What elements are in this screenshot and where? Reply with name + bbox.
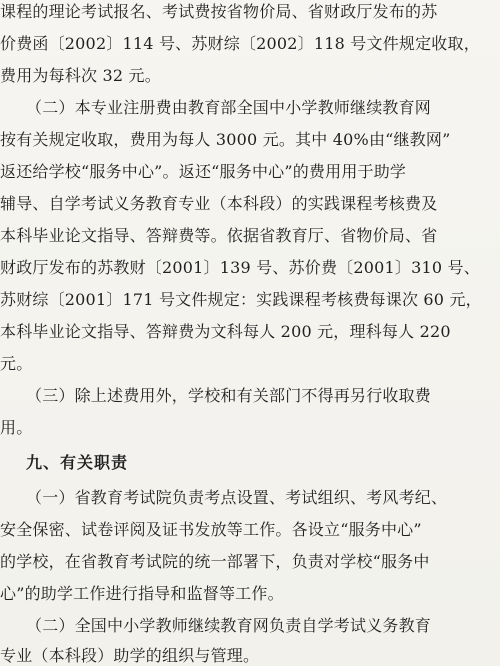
- text-line-8: 本科毕业论文指导、答辩费等。依据省教育厅、省物价局、省: [0, 226, 438, 245]
- text-line-15: （一）省教育考试院负责考点设置、考试组织、考风考纪、: [26, 488, 448, 507]
- text-line-11: 本科毕业论文指导、答辩费为文科每人 200 元，理科每人 220: [0, 322, 451, 341]
- text-line-17: 的学校，在省教育考试院的统一部署下，负责对学校“服务中: [0, 552, 430, 571]
- text-line-2: 价费函〔2002〕114 号、苏财综〔2002〕118 号文件规定收取，: [0, 34, 480, 53]
- section-heading: 九、有关职责: [26, 453, 129, 472]
- text-line-16: 安全保密、试卷评阅及证书发放等工作。各设立“服务中心”: [0, 520, 422, 539]
- text-line-4: （二）本专业注册费由教育部全国中小学教师继续教育网: [26, 98, 432, 117]
- text-line-6: 返还给学校“服务中心”。返还“服务中心”的费用用于助学: [0, 162, 407, 181]
- text-line-20: 专业（本科段）助学的组织与管理。: [0, 646, 260, 665]
- text-line-19: （二）全国中小学教师继续教育网负责自学考试义务教育: [26, 616, 432, 635]
- text-line-13: （三）除上述费用外，学校和有关部门不得再另行收取费: [26, 386, 432, 405]
- text-line-9: 财政厅发布的苏教财〔2001〕139 号、苏价费〔2001〕310 号、: [0, 258, 480, 277]
- text-line-1: 课程的理论考试报名、考试费按省物价局、省财政厅发布的苏: [0, 2, 438, 21]
- text-line-10: 苏财综〔2001〕171 号文件规定：实践课程考核费每课次 60 元，: [0, 290, 482, 309]
- text-line-14: 用。: [0, 418, 33, 437]
- text-line-5: 按有关规定收取，费用为每人 3000 元。其中 40%由“继教网”: [0, 130, 451, 149]
- text-line-12: 元。: [0, 354, 33, 373]
- text-line-3: 费用为每科次 32 元。: [0, 66, 161, 85]
- text-line-7: 辅导、自学考试义务教育专业（本科段）的实践课程考核费及: [0, 194, 438, 213]
- text-line-18: 心”的助学工作进行指导和监督等工作。: [0, 584, 284, 603]
